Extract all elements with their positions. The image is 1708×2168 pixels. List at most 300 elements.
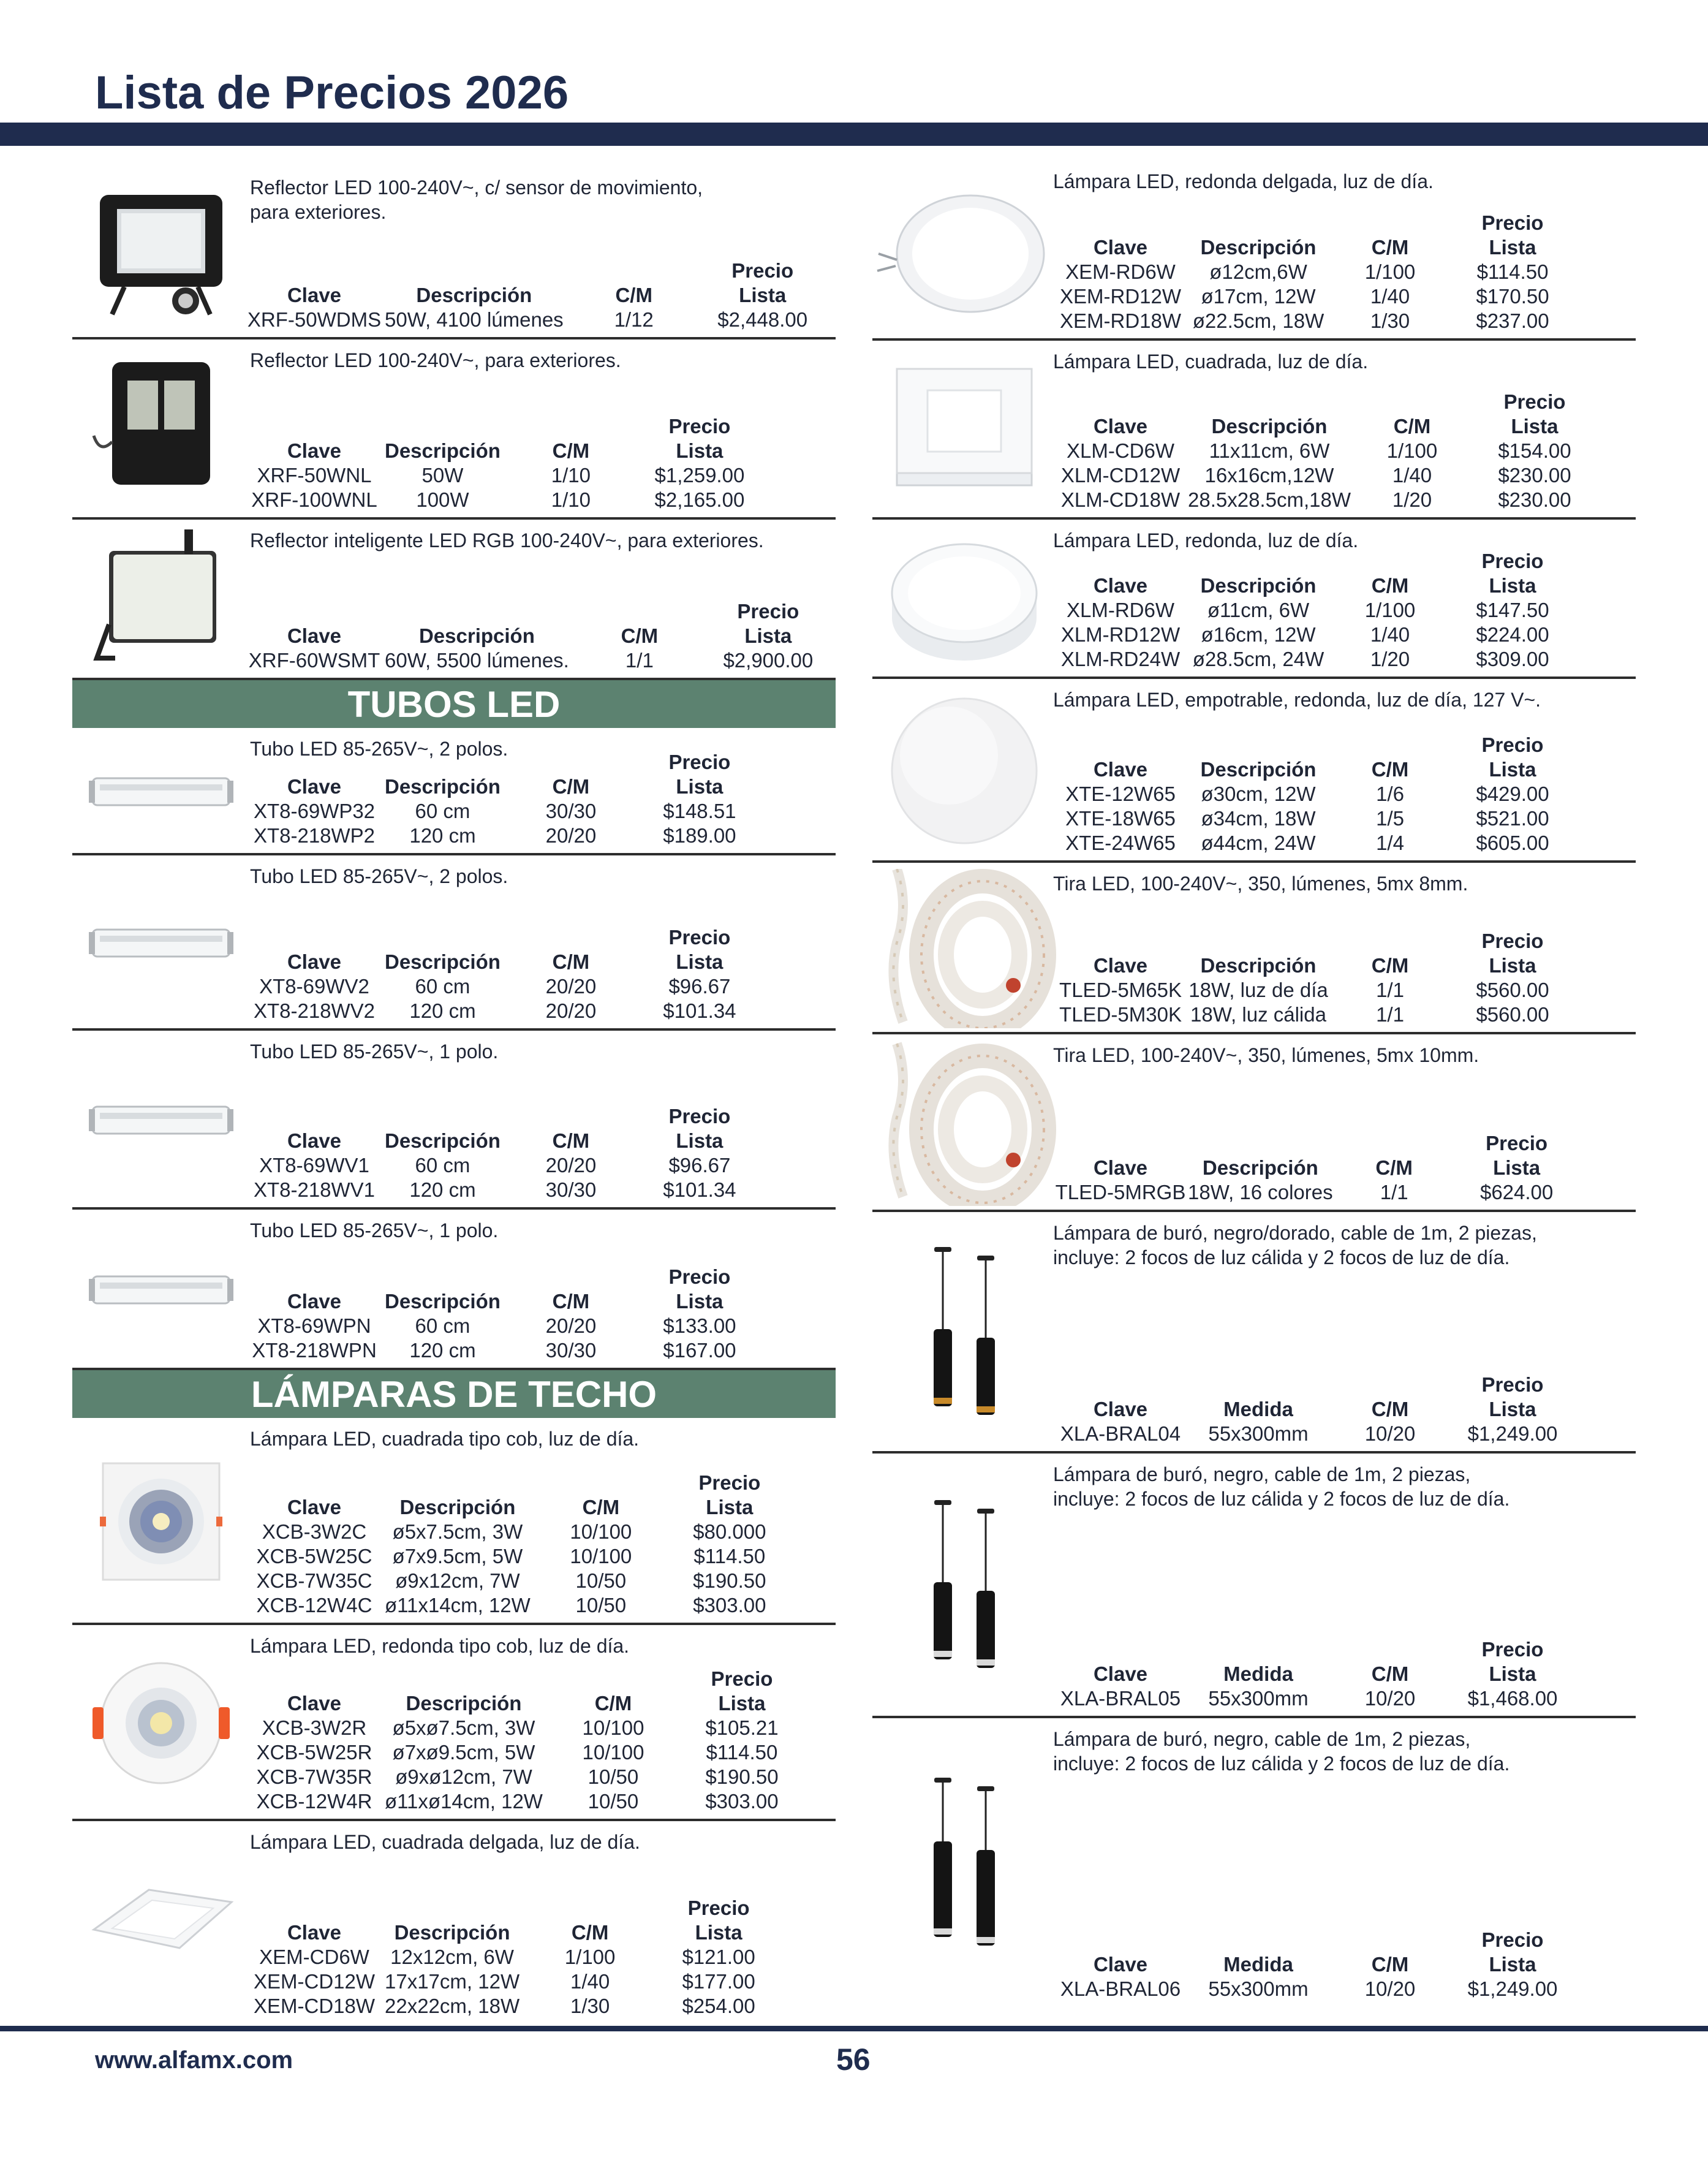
price-table <box>244 414 758 512</box>
cm-cell: 10/20 <box>1364 1687 1416 1710</box>
cm-cell: 10/50 <box>575 1594 627 1617</box>
col-clave: Clave <box>287 1496 342 1518</box>
col-lista: Lista <box>676 950 724 973</box>
clave-cell: XRF-60WSMT <box>248 649 380 672</box>
product-block <box>72 1418 836 1625</box>
precio-cell: $1,259.00 <box>654 464 745 487</box>
clave-cell: XEM-CD12W <box>253 1970 376 1993</box>
clave-cell: XT8-69WV2 <box>259 975 369 998</box>
product-description: Lámpara LED, redonda tipo cob, luz de día. <box>250 1635 630 1657</box>
col-lista: Lista <box>706 1496 754 1518</box>
col-descripcion: Descripción <box>385 775 501 798</box>
price-table <box>1053 1373 1574 1446</box>
product-block <box>872 1212 1636 1454</box>
descripcion-cell: ø11xø14cm, 12W <box>385 1790 543 1813</box>
col-precio: Precio <box>1486 1132 1548 1154</box>
descripcion-cell: 60 cm <box>415 800 470 822</box>
table-row <box>244 1945 777 1969</box>
col-cm: C/M <box>582 1496 620 1518</box>
cm-cell: 1/10 <box>551 464 591 487</box>
table-row <box>244 1153 758 1178</box>
product-description: Tubo LED 85-265V~, 1 polo. <box>250 1219 499 1241</box>
cm-cell: 20/20 <box>545 1314 597 1337</box>
cm-cell: 1/20 <box>1370 648 1410 670</box>
cm-cell: 1/10 <box>551 488 591 511</box>
precio-cell: $560.00 <box>1476 1003 1549 1026</box>
product-description: Reflector inteligente LED RGB 100-240V~, para exteriores. <box>250 529 764 551</box>
price-table <box>244 259 821 332</box>
col-descripcion: Descripción <box>406 1692 522 1715</box>
cm-cell: 1/40 <box>1370 623 1410 646</box>
table-row <box>244 1716 800 1740</box>
table-row <box>1053 647 1574 672</box>
clave-cell: XEM-RD12W <box>1059 285 1182 308</box>
col-precio: Precio <box>668 1105 731 1128</box>
col-clave: Clave <box>1093 1662 1148 1685</box>
clave-cell: XLM-RD6W <box>1066 599 1174 621</box>
descripcion-cell: ø12cm,6W <box>1209 260 1307 283</box>
product-description: Lámpara de buró, negro/dorado, cable de 1m, 2 piezas, incluye: 2 focos de luz cálida y 2 focos de luz de día. <box>1053 1222 1537 1268</box>
product-image <box>872 685 1056 857</box>
descripcion-cell: 55x300mm <box>1208 1977 1309 2000</box>
cm-cell: 1/5 <box>1376 807 1404 830</box>
descripcion-cell: ø28.5cm, 24W <box>1192 648 1324 670</box>
product-block <box>72 1031 836 1210</box>
product-block <box>872 1454 1636 1718</box>
clave-cell: TLED-5M65K <box>1059 979 1182 1001</box>
clave-cell: XEM-RD6W <box>1065 260 1176 283</box>
precio-cell: $230.00 <box>1498 464 1571 487</box>
product-image <box>872 167 1056 335</box>
col-precio: Precio <box>1481 550 1544 572</box>
descripcion-cell: ø34cm, 18W <box>1201 807 1316 830</box>
product-block <box>872 341 1636 520</box>
table-row <box>244 1789 800 1814</box>
cm-cell: 10/50 <box>575 1569 627 1592</box>
table-row <box>1053 309 1574 333</box>
col-precio: Precio <box>1481 1928 1544 1951</box>
cm-cell: 30/30 <box>545 800 597 822</box>
precio-cell: $1,249.00 <box>1467 1977 1558 2000</box>
cm-cell: 1/6 <box>1376 783 1404 805</box>
clave-cell: XT8-69WP32 <box>253 800 376 822</box>
cm-cell: 10/100 <box>582 1716 644 1739</box>
col-precio: Precio <box>668 415 731 438</box>
table-row <box>244 308 821 332</box>
table-row <box>244 648 826 673</box>
col-precio: Precio <box>668 751 731 773</box>
descripcion-cell: 18W, luz de día <box>1188 979 1328 1001</box>
clave-cell: XT8-218WV2 <box>253 999 376 1022</box>
footer-url[interactable]: www.alfamx.com <box>95 2047 293 2074</box>
price-table <box>1053 1637 1574 1711</box>
precio-cell: $429.00 <box>1476 783 1549 805</box>
col-descripcion: Descripción <box>418 624 535 647</box>
price-table <box>1053 211 1574 333</box>
descripcion-cell: 100W <box>416 488 469 511</box>
cm-cell: 1/1 <box>1376 979 1404 1001</box>
cm-cell: 10/20 <box>1364 1977 1416 2000</box>
descripcion-cell: 120 cm <box>409 824 476 847</box>
product-block <box>72 728 836 855</box>
product-block <box>72 167 836 339</box>
clave-cell: XCB-12W4C <box>256 1594 372 1617</box>
precio-cell: $309.00 <box>1476 648 1549 670</box>
cm-cell: 1/30 <box>1370 309 1410 332</box>
precio-cell: $2,165.00 <box>654 488 745 511</box>
precio-cell: $605.00 <box>1476 832 1549 854</box>
table-row <box>244 1593 788 1618</box>
col-lista: Lista <box>744 624 792 647</box>
clave-cell: XRF-100WNL <box>251 488 377 511</box>
product-description: Tubo LED 85-265V~, 2 polos. <box>250 738 508 760</box>
clave-cell: XLM-CD12W <box>1060 464 1181 487</box>
clave-cell: XEM-RD18W <box>1059 309 1182 332</box>
descripcion-cell: ø5x7.5cm, 3W <box>392 1520 523 1543</box>
table-row <box>1053 463 1596 488</box>
descripcion-cell: 18W, 16 colores <box>1188 1181 1333 1203</box>
col-lista: Lista <box>1489 1398 1536 1420</box>
product-block <box>72 1625 836 1821</box>
page-number: 56 <box>836 2042 871 2077</box>
product-image <box>85 1832 238 2015</box>
precio-cell: $148.51 <box>663 800 736 822</box>
col-cm: C/M <box>615 284 652 306</box>
clave-cell: XTE-12W65 <box>1065 783 1176 805</box>
table-row <box>1053 260 1574 284</box>
product-block <box>72 520 836 680</box>
clave-cell: XCB-3W2R <box>262 1716 367 1739</box>
section-lamparas-techo: LÁMPARAS DE TECHO <box>72 1370 836 1418</box>
col-clave: Clave <box>1093 236 1148 259</box>
clave-cell: XCB-5W25R <box>256 1741 372 1764</box>
col-cm: C/M <box>1371 236 1409 259</box>
precio-cell: $1,249.00 <box>1467 1422 1558 1445</box>
col-descripcion: Descripción <box>1211 415 1328 438</box>
table-row <box>244 1569 788 1593</box>
col-descripcion: Descripción <box>385 1129 501 1152</box>
col-cm: C/M <box>552 775 590 798</box>
table-row <box>244 824 758 848</box>
product-block <box>72 1821 836 2026</box>
clave-cell: XCB-12W4R <box>256 1790 372 1813</box>
clave-cell: XLM-RD24W <box>1060 648 1181 670</box>
product-image <box>85 1430 238 1613</box>
table-row <box>244 1969 777 1994</box>
col-lista: Lista <box>676 1129 724 1152</box>
price-table <box>244 1471 788 1618</box>
cm-cell: 1/20 <box>1392 488 1432 511</box>
table-row <box>1053 598 1574 623</box>
col-clave: Clave <box>287 1290 342 1313</box>
price-table <box>244 1667 800 1814</box>
descripcion-cell: ø44cm, 24W <box>1201 832 1316 854</box>
table-row <box>1053 806 1574 831</box>
cm-cell: 10/100 <box>570 1545 632 1567</box>
col-descripcion: Descripción <box>416 284 532 306</box>
table-row <box>244 1740 800 1765</box>
col-precio: Precio <box>711 1667 773 1690</box>
descripcion-cell: 50W, 4100 lúmenes <box>385 308 564 331</box>
table-row <box>244 799 758 824</box>
precio-cell: $190.50 <box>705 1765 779 1788</box>
product-image <box>85 1216 238 1364</box>
col-descripcion: Descripción <box>385 439 501 462</box>
col-clave: Clave <box>1093 758 1148 781</box>
precio-cell: $190.50 <box>693 1569 766 1592</box>
col-lista: Lista <box>676 439 724 462</box>
price-table <box>244 1104 758 1202</box>
cm-cell: 1/40 <box>570 1970 610 1993</box>
price-table <box>244 1896 777 2018</box>
descripcion-cell: ø17cm, 12W <box>1201 285 1316 308</box>
col-descripcion: Descripción <box>385 950 501 973</box>
product-image <box>872 869 1056 1028</box>
product-description: Tira LED, 100-240V~, 350, lúmenes, 5mx 10mm. <box>1053 1044 1479 1066</box>
product-description: Lámpara de buró, negro, cable de 1m, 2 piezas, incluye: 2 focos de luz cálida y 2 focos de luz de día. <box>1053 1728 1510 1775</box>
clave-cell: XTE-18W65 <box>1065 807 1176 830</box>
col-lista: Lista <box>718 1692 766 1715</box>
product-image <box>872 1772 1056 1955</box>
col-cm: C/M <box>621 624 659 647</box>
col-cm: C/M <box>552 950 590 973</box>
descripcion-cell: 60 cm <box>415 1154 470 1177</box>
product-block <box>872 679 1636 863</box>
clave-cell: XCB-7W35C <box>256 1569 372 1592</box>
table-row <box>1053 284 1574 309</box>
descripcion-cell: 120 cm <box>409 999 476 1022</box>
cm-cell: 1/100 <box>1364 260 1416 283</box>
descripcion-cell: ø9xø12cm, 7W <box>395 1765 532 1788</box>
cm-cell: 1/1 <box>1376 1003 1404 1026</box>
col-clave: Clave <box>1093 1953 1148 1976</box>
clave-cell: XLA-BRAL06 <box>1060 1977 1181 2000</box>
descripcion-cell: ø11cm, 6W <box>1207 599 1310 621</box>
descripcion-cell: ø30cm, 12W <box>1201 783 1316 805</box>
product-image <box>85 862 238 1025</box>
precio-cell: $114.50 <box>706 1741 778 1764</box>
precio-cell: $230.00 <box>1498 488 1571 511</box>
descripcion-cell: ø7xø9.5cm, 5W <box>392 1741 535 1764</box>
descripcion-cell: 11x11cm, 6W <box>1209 439 1330 462</box>
table-row <box>1053 1686 1574 1711</box>
clave-cell: XLM-RD12W <box>1060 623 1181 646</box>
descripcion-cell: 22x22cm, 18W <box>385 1995 520 2017</box>
col-clave: Clave <box>287 1921 342 1944</box>
product-description: Lámpara LED, redonda, luz de día. <box>1053 529 1359 551</box>
table-row <box>244 1520 788 1544</box>
descripcion-cell: ø11x14cm, 12W <box>385 1594 531 1617</box>
precio-cell: $96.67 <box>668 1154 731 1177</box>
price-table <box>1053 1131 1578 1205</box>
table-row <box>244 1338 758 1363</box>
col-precio: Precio <box>1481 211 1544 234</box>
product-image <box>872 1241 1056 1425</box>
col-clave: Clave <box>287 775 342 798</box>
cm-cell: 1/40 <box>1370 285 1410 308</box>
clave-cell: TLED-5MRGB <box>1055 1181 1186 1203</box>
descripcion-cell: 50W <box>421 464 464 487</box>
cm-cell: 1/40 <box>1392 464 1432 487</box>
descripcion-cell: 120 cm <box>409 1339 476 1362</box>
precio-cell: $96.67 <box>668 975 731 998</box>
table-row <box>1053 1422 1574 1446</box>
precio-cell: $2,448.00 <box>717 308 808 331</box>
table-row <box>1053 623 1574 647</box>
precio-cell: $170.50 <box>1476 285 1549 308</box>
descripcion-cell: 120 cm <box>409 1178 476 1201</box>
clave-cell: XT8-69WV1 <box>259 1154 369 1177</box>
cm-cell: 1/4 <box>1376 832 1404 854</box>
precio-cell: $114.50 <box>693 1545 766 1567</box>
clave-cell: XLA-BRAL04 <box>1060 1422 1181 1445</box>
product-image <box>85 173 238 333</box>
product-description: Reflector LED 100-240V~, c/ sensor de movimiento, para exteriores. <box>250 176 703 223</box>
cm-cell: 20/20 <box>545 1154 597 1177</box>
precio-cell: $121.00 <box>682 1946 755 1968</box>
cm-cell: 10/20 <box>1364 1422 1416 1445</box>
precio-cell: $167.00 <box>663 1339 736 1362</box>
descripcion-cell: 60 cm <box>415 975 470 998</box>
col-clave: Clave <box>287 624 342 647</box>
table-row <box>1053 1180 1578 1205</box>
cm-cell: 1/1 <box>625 649 654 672</box>
table-row <box>1053 488 1596 512</box>
col-clave: Clave <box>1093 954 1148 977</box>
product-description: Lámpara LED, cuadrada tipo cob, luz de día. <box>250 1428 640 1450</box>
cm-cell: 10/100 <box>582 1741 644 1764</box>
price-table <box>1053 733 1574 855</box>
cm-cell: 10/100 <box>570 1520 632 1543</box>
clave-cell: XT8-218WV1 <box>253 1178 376 1201</box>
product-description: Lámpara LED, cuadrada delgada, luz de día. <box>250 1831 640 1853</box>
precio-cell: $101.34 <box>663 999 736 1022</box>
product-image <box>872 526 1056 673</box>
price-table <box>1053 549 1574 672</box>
col-lista: Lista <box>739 284 787 306</box>
clave-cell: XLM-CD18W <box>1060 488 1181 511</box>
col-descripcion: Descripción <box>1200 758 1317 781</box>
clave-cell: XEM-CD18W <box>253 1995 376 2017</box>
col-cm: C/M <box>1371 1662 1409 1685</box>
clave-cell: XCB-7W35R <box>256 1765 372 1788</box>
precio-cell: $521.00 <box>1476 807 1549 830</box>
col-lista: Lista <box>1489 954 1536 977</box>
table-row <box>244 1544 788 1569</box>
col-clave: Clave <box>287 1692 342 1715</box>
table-row <box>1053 782 1574 806</box>
col-cm: C/M <box>1375 1156 1413 1179</box>
col-cm: C/M <box>1371 1398 1409 1420</box>
descripcion-cell: 55x300mm <box>1208 1422 1309 1445</box>
col-cm: C/M <box>594 1692 632 1715</box>
table-row <box>244 488 758 512</box>
price-table <box>244 1265 758 1363</box>
col-lista: Lista <box>1489 758 1536 781</box>
header-bar <box>0 123 1708 146</box>
table-row <box>244 974 758 999</box>
col-descripcion: Descripción <box>385 1290 501 1313</box>
product-block <box>872 1718 1636 2009</box>
clave-cell: XRF-50WNL <box>257 464 372 487</box>
descripcion-cell: 60 cm <box>415 1314 470 1337</box>
col-descripcion: Descripción <box>394 1921 510 1944</box>
col-precio: Precio <box>1481 733 1544 756</box>
col-clave: Clave <box>1093 1398 1148 1420</box>
clave-cell: XLA-BRAL05 <box>1060 1687 1181 1710</box>
col-clave: Clave <box>1093 415 1148 438</box>
cm-cell: 20/20 <box>545 824 597 847</box>
table-row <box>1053 978 1574 1003</box>
col-precio: Precio <box>687 1897 750 1919</box>
col-cm: C/M <box>552 1290 590 1313</box>
clave-cell: XT8-218WP2 <box>253 824 376 847</box>
clave-cell: XCB-3W2C <box>262 1520 367 1543</box>
product-image <box>872 347 1056 514</box>
col-descripcion: Descripción <box>1200 236 1317 259</box>
clave-cell: XT8-218WPN <box>252 1339 377 1362</box>
clave-cell: TLED-5M30K <box>1059 1003 1182 1026</box>
col-precio: Precio <box>668 1265 731 1288</box>
table-row <box>1053 831 1574 855</box>
price-table <box>1053 1928 1574 2001</box>
cm-cell: 10/50 <box>588 1790 639 1813</box>
col-precio: Precio <box>698 1471 761 1494</box>
precio-cell: $254.00 <box>682 1995 755 2017</box>
col-medida: Medida <box>1223 1398 1293 1420</box>
col-lista: Lista <box>676 775 724 798</box>
col-descripcion: Descripción <box>399 1496 516 1518</box>
footer-bar <box>0 2026 1708 2031</box>
page-title: Lista de Precios 2026 <box>95 67 569 119</box>
col-cm: C/M <box>1371 574 1409 597</box>
table-row <box>244 1765 800 1789</box>
clave-cell: XEM-CD6W <box>259 1946 369 1968</box>
descripcion-cell: 17x17cm, 12W <box>385 1970 520 1993</box>
product-block <box>872 1034 1636 1212</box>
descripcion-cell: 28.5x28.5cm,18W <box>1188 488 1351 511</box>
price-table <box>1053 390 1596 512</box>
col-descripcion: Descripción <box>1202 1156 1318 1179</box>
cm-cell: 20/20 <box>545 975 597 998</box>
precio-cell: $303.00 <box>705 1790 779 1813</box>
price-table <box>244 750 758 848</box>
col-precio: Precio <box>1481 1373 1544 1396</box>
table-row <box>244 463 758 488</box>
precio-cell: $560.00 <box>1476 979 1549 1001</box>
precio-cell: $224.00 <box>1476 623 1549 646</box>
product-description: Lámpara LED, cuadrada, luz de día. <box>1053 351 1369 373</box>
product-image <box>85 734 238 849</box>
product-image <box>85 346 238 514</box>
col-lista: Lista <box>695 1921 743 1944</box>
col-cm: C/M <box>1371 758 1409 781</box>
clave-cell: XTE-24W65 <box>1065 832 1176 854</box>
col-lista: Lista <box>676 1290 724 1313</box>
cm-cell: 20/20 <box>545 999 597 1022</box>
precio-cell: $80.000 <box>693 1520 766 1543</box>
col-descripcion: Descripción <box>1200 574 1317 597</box>
descripcion-cell: 16x16cm,12W <box>1204 464 1334 487</box>
col-precio: Precio <box>1503 390 1566 413</box>
precio-cell: $624.00 <box>1479 1181 1554 1203</box>
product-block <box>72 1210 836 1370</box>
col-clave: Clave <box>1093 1156 1148 1179</box>
col-precio: Precio <box>668 926 731 949</box>
clave-cell: XT8-69WPN <box>257 1314 371 1337</box>
table-row <box>244 1178 758 1202</box>
cm-cell: 10/50 <box>588 1765 639 1788</box>
